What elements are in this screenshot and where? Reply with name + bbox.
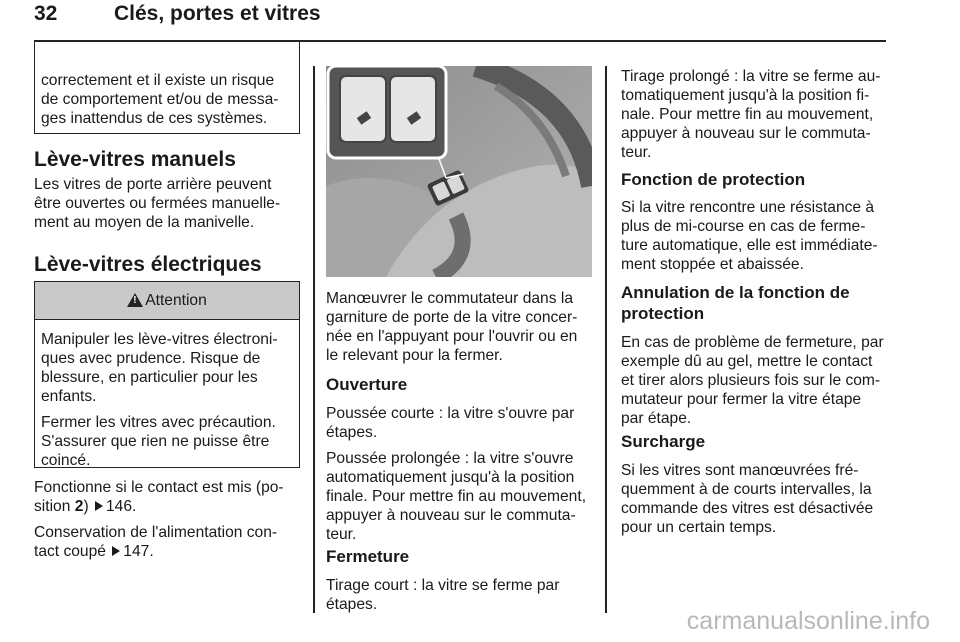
opening-line: Poussée prolongée : la vitre s'ouvre xyxy=(326,450,574,467)
page-title: Clés, portes et vitres xyxy=(114,2,321,25)
opening-line: appuyer à nouveau sur le commuta- xyxy=(326,507,576,524)
closing-long-line: Tirage prolongé : la vitre se ferme au- xyxy=(621,68,881,85)
watermark: carmanualsonline.info xyxy=(686,607,930,635)
closing-long-line: appuyer à nouveau sur le commuta- xyxy=(621,125,871,142)
intro-line: née en l'appuyant pour l'ouvrir ou en xyxy=(326,328,578,345)
manual-line: Les vitres de porte arrière peuvent xyxy=(34,176,272,193)
attention-line: coincé. xyxy=(41,452,91,469)
cancel-protection-line: exemple dû au gel, mettre le contact xyxy=(621,353,873,370)
cancel-protection-line: En cas de problème de fermeture, par xyxy=(621,334,884,351)
electric-windows-heading: Lève-vitres électriques xyxy=(34,253,262,276)
page-reference-link[interactable]: 147. xyxy=(123,543,154,560)
protection-line: ment stoppée et abaissée. xyxy=(621,256,804,273)
attention-header xyxy=(35,282,299,320)
manual-line: ment au moyen de la manivelle. xyxy=(34,214,255,231)
opening-line: étapes. xyxy=(326,424,378,441)
overload-heading: Surcharge xyxy=(621,432,706,451)
cancel-protection-heading: Annulation de la fonction de xyxy=(621,283,850,302)
protection-line: Si la vitre rencontre une résistance à xyxy=(621,199,875,216)
cancel-protection-line: mutateur pour fermer la vitre étape xyxy=(621,391,862,408)
page-reference-link[interactable]: 146. xyxy=(105,498,137,515)
closing-long-line: tomatiquement jusqu'à la position fi- xyxy=(621,87,870,104)
note-line: de comportement et/ou de messa- xyxy=(41,91,279,108)
attention-line: enfants. xyxy=(41,388,97,405)
opening-line: finale. Pour mettre fin au mouvement, xyxy=(326,488,587,505)
conservation-line: Conservation de l'alimentation con- xyxy=(34,524,278,541)
overload-line: quemment à de courts intervalles, la xyxy=(621,481,872,498)
overload-line: Si les vitres sont manœuvrées fré- xyxy=(621,462,859,479)
cancel-protection-line: par étape. xyxy=(621,410,692,427)
note-line: correctement et il existe un risque xyxy=(41,72,275,89)
opening-line: Poussée courte : la vitre s'ouvre par xyxy=(326,405,575,422)
window-switch-illustration xyxy=(326,66,592,277)
manual-windows-heading: Lève-vitres manuels xyxy=(34,148,236,171)
warning-icon: ! xyxy=(127,293,143,307)
cancel-protection-heading: protection xyxy=(621,304,705,323)
attention-line: Fermer les vitres avec précaution. xyxy=(41,414,276,431)
note-line: ges inattendus de ces systèmes. xyxy=(41,110,268,127)
function-line: Fonctionne si le contact est mis (po- xyxy=(34,479,284,496)
closing-long-line: teur. xyxy=(621,144,652,161)
attention-line: S'assurer que rien ne puisse être xyxy=(41,433,270,450)
attention-line: ques avec prudence. Risque de xyxy=(41,350,261,367)
continued-note-box xyxy=(34,41,300,134)
closing-heading: Fermeture xyxy=(326,547,410,566)
column-separator-1 xyxy=(313,66,315,613)
closing-line: Tirage court : la vitre se ferme par xyxy=(326,577,560,594)
attention-box xyxy=(34,281,300,468)
intro-line: Manœuvrer le commutateur dans la xyxy=(326,290,573,307)
function-line: sition 2) 146. xyxy=(34,498,137,515)
illustration-svg xyxy=(326,66,592,277)
protection-heading: Fonction de protection xyxy=(621,170,806,189)
cancel-protection-line: et tirer alors plusieurs fois sur le com- xyxy=(621,372,881,389)
protection-line: plus de mi-course en cas de ferme- xyxy=(621,218,866,235)
reference-arrow-icon xyxy=(95,501,103,511)
reference-arrow-icon xyxy=(112,546,120,556)
protection-line: ture automatique, elle est immédiate- xyxy=(621,237,878,254)
opening-line: teur. xyxy=(326,526,357,543)
page-number: 32 xyxy=(34,2,58,25)
column-separator-2 xyxy=(605,66,607,613)
overload-line: commande des vitres est désactivée xyxy=(621,500,874,517)
opening-line: automatiquement jusqu'à la position xyxy=(326,469,575,486)
opening-heading: Ouverture xyxy=(326,375,408,394)
manual-line: être ouvertes ou fermées manuelle- xyxy=(34,195,281,212)
overload-line: pour un certain temps. xyxy=(621,519,777,536)
intro-line: le relevant pour la fermer. xyxy=(326,347,503,364)
closing-line: étapes. xyxy=(326,596,378,613)
attention-line: Manipuler les lève-vitres électroni- xyxy=(41,331,278,348)
closing-long-line: nale. Pour mettre fin au mouvement, xyxy=(621,106,874,123)
attention-title: Attention xyxy=(145,291,207,309)
attention-line: blessure, en particulier pour les xyxy=(41,369,258,386)
conservation-line: tact coupé 147. xyxy=(34,543,154,560)
intro-line: garniture de porte de la vitre concer- xyxy=(326,309,578,326)
